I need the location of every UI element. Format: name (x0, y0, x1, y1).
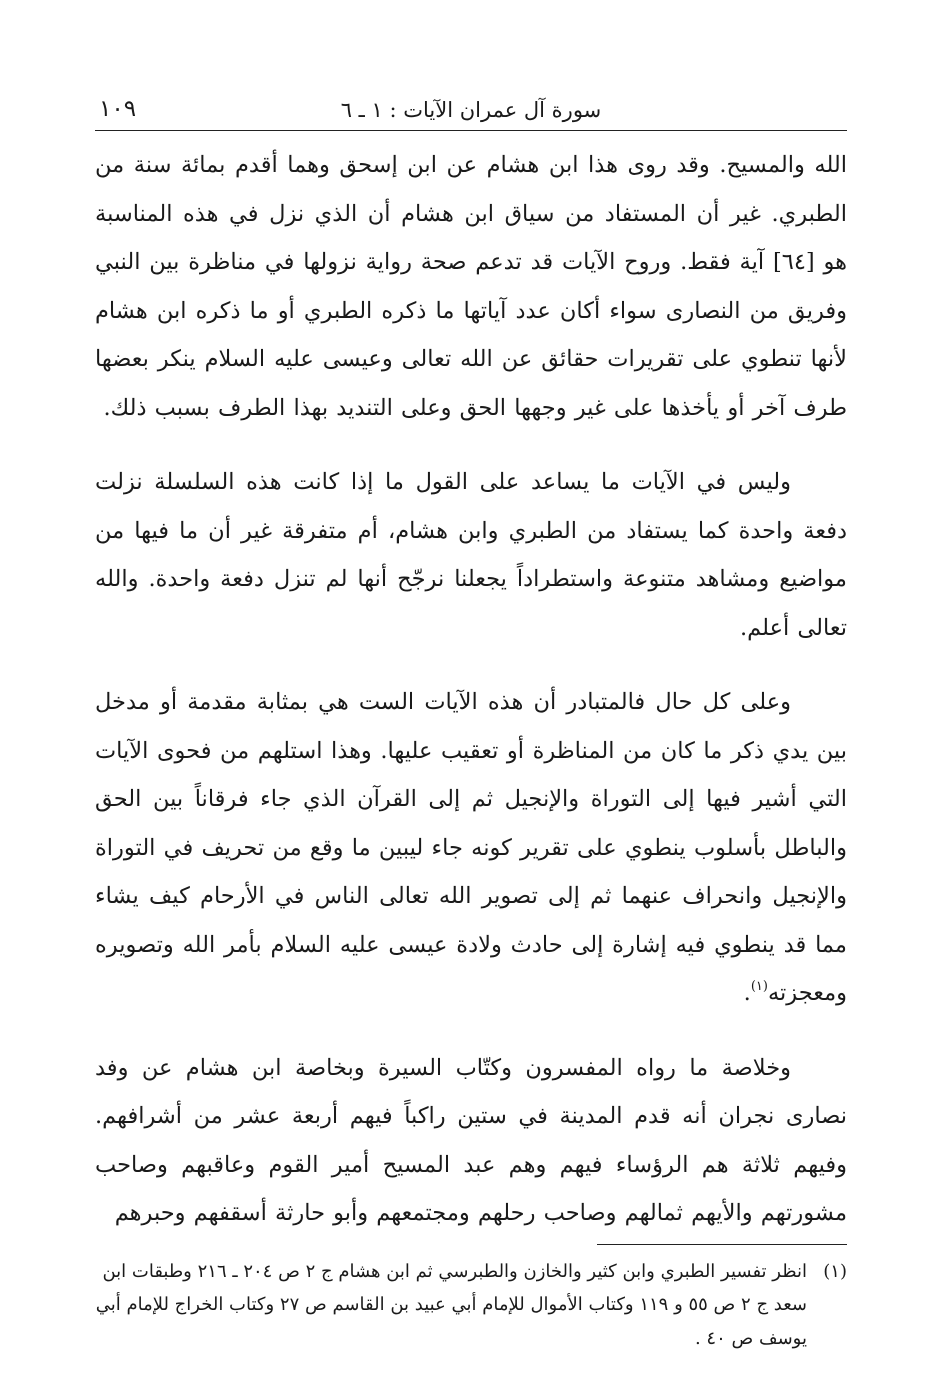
paragraph-3-tail: . (743, 980, 751, 1006)
footnote-reference[interactable]: (١) (750, 979, 768, 994)
paragraph-1 (95, 141, 847, 432)
paragraph-3-text: وعلى كل حال فالمتبادر أن هذه الآيات الست هي بمثابة مقدمة أو مدخل بين يدي ذكر ما كان من المناظرة أو تعقيب عليها. وهذا استلهم من فحوى الآيات التي أشير فيها إلى التوراة والإنجيل ثم إلى القرآن الذي جاء فرقاناً بين الحق والباطل بأسلوب ينطوي على تقرير كونه جاء ليبين ما وقع من تحريف في التوراة والإنجيل وانحراف عنهما ثم إلى تصوير الله تعالى الناس في الأرحام كيف يشاء مما قد ينطوي فيه إشارة إلى حادث ولادة عيسى عليه السلام بأمر الله وتصويره ومعجزته (95, 689, 847, 1006)
page-number: ١٠٩ (99, 96, 137, 122)
footnote-1 (95, 1255, 847, 1356)
body-text (95, 141, 847, 1238)
footnote-divider (597, 1244, 847, 1245)
paragraph-2-text: وليس في الآيات ما يساعد على القول ما إذا كانت هذه السلسلة نزلت دفعة واحدة كما يستفاد من الطبري وابن هشام، أم متفرقة غير أن ما فيها من مواضيع ومشاهد متنوعة واستطراداً يجعلنا نرجّح أنها لم تنزل دفعة واحدة. والله تعالى أعلم. (95, 469, 847, 641)
footnotes (95, 1255, 847, 1356)
header-title: سورة آل عمران الآيات : ١ ـ ٦ (340, 98, 602, 122)
paragraph-3 (95, 678, 847, 1018)
running-header (95, 88, 847, 131)
paragraph-4 (95, 1044, 847, 1238)
footnote-text: انظر تفسير الطبري وابن كثير والخازن والطبرسي ثم ابن هشام ج ٢ ص ٢٠٤ ـ ٢١٦ وطبقات ابن سعد ج ٢ ص ٥٥ و ١١٩ وكتاب الأموال للإمام أبي عبيد بن القاسم ص ٢٧ وكتاب الخراج للإمام أبي يوسف ص ٤٠ . (95, 1260, 807, 1349)
paragraph-2 (95, 458, 847, 652)
paragraph-1-text: الله والمسيح. وقد روى هذا ابن هشام عن ابن إسحق وهما أقدم بمائة سنة من الطبري. غير أن المستفاد من سياق ابن هشام أن الذي نزل في هذه المناسبة هو [٦٤] آية فقط. وروح الآيات قد تدعم صحة رواية نزولها في مناظرة بين النبي وفريق من النصارى سواء أكان عدد آياتها ما ذكره الطبري أو ما ذكره ابن هشام لأنها تنطوي على تقريرات حقائق عن الله تعالى وعيسى عليه السلام ينكر بعضها طرف آخر أو يأخذها على غير وجهها الحق وعلى التنديد بهذا الطرف بسبب ذلك. (95, 152, 848, 421)
paragraph-4-text: وخلاصة ما رواه المفسرون وكتّاب السيرة وبخاصة ابن هشام عن وفد نصارى نجران أنه قدم المدينة في ستين راكباً فيهم أربعة عشر من أشرافهم. وفيهم ثلاثة هم الرؤساء فيهم وهم عبد المسيح أمير القوم وعاقبهم وصاحب مشورتهم والأيهم ثمالهم وصاحب رحلهم ومجتمعهم وأبو حارثة أسقفهم وحبرهم (95, 1054, 847, 1226)
footnote-marker: (١) (823, 1260, 847, 1282)
book-page (95, 88, 847, 1355)
